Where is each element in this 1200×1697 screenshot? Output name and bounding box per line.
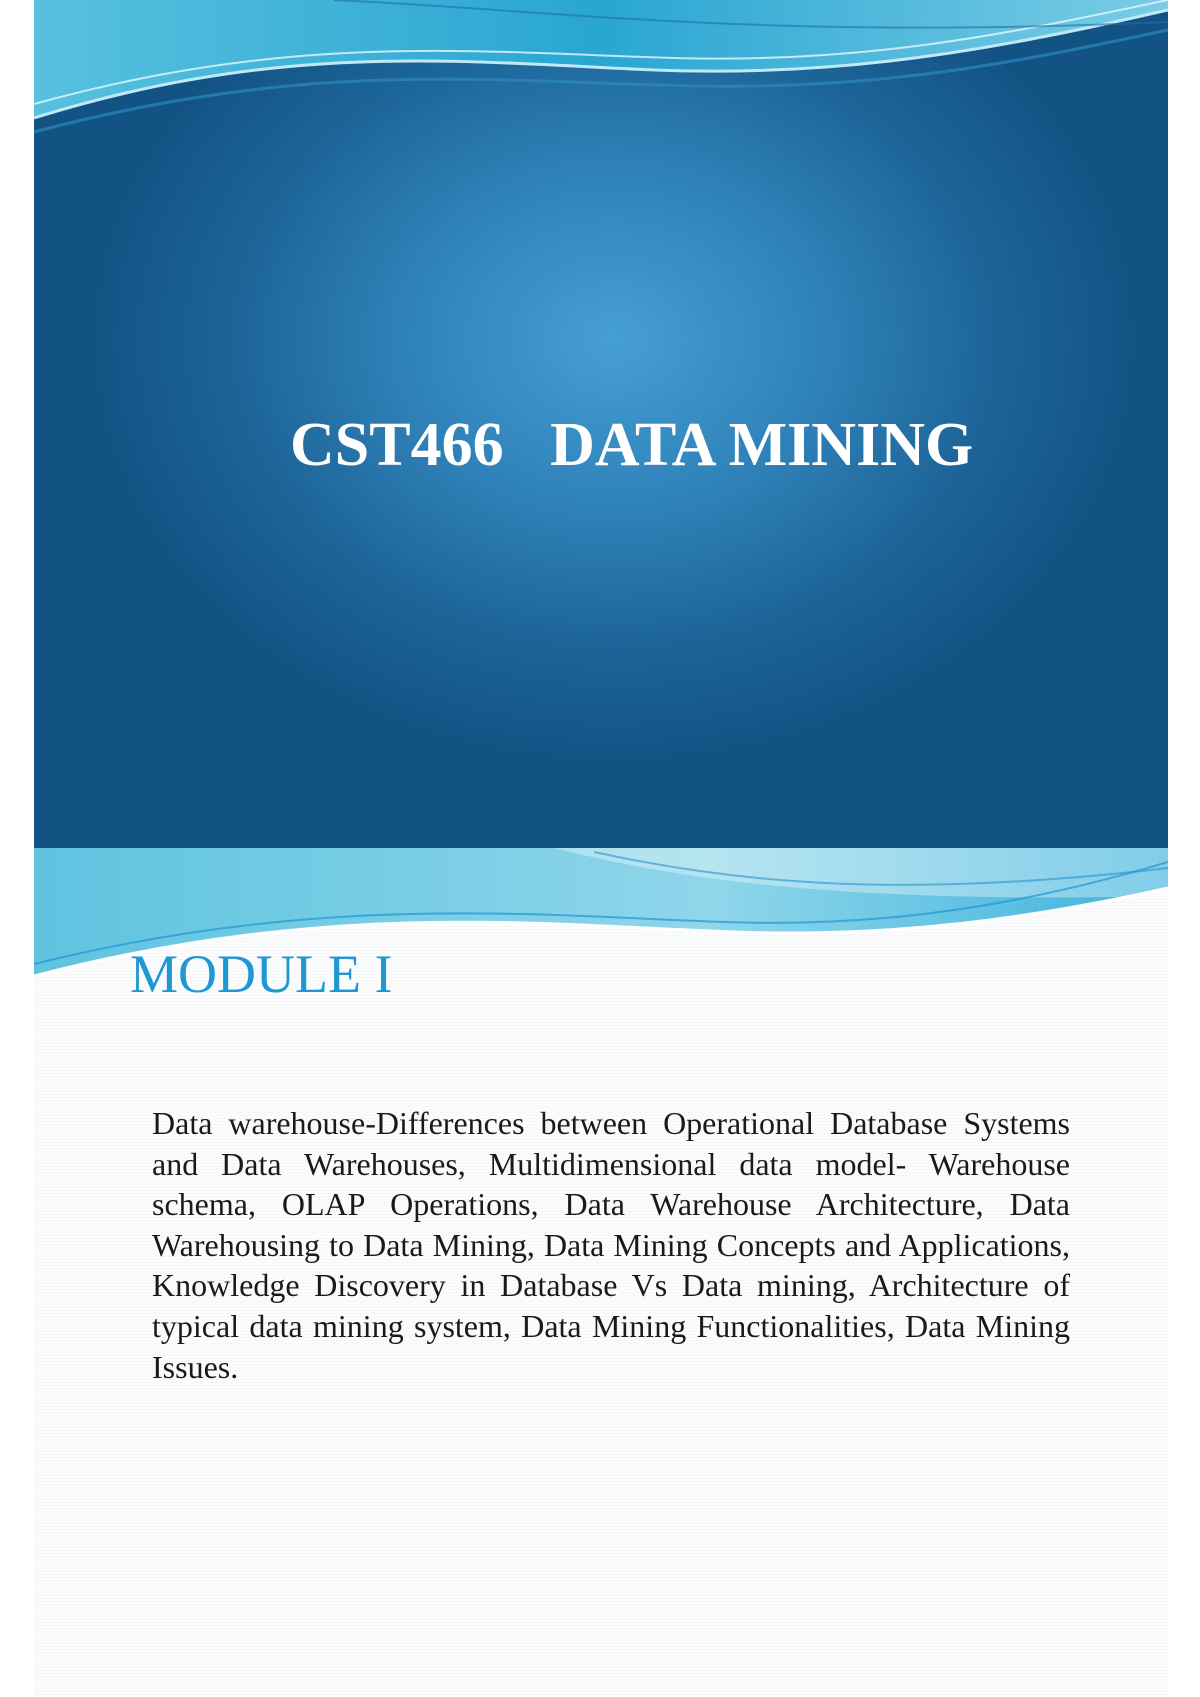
course-title: CST466 DATA MINING	[290, 411, 974, 479]
slide	[34, 0, 1168, 1697]
module-title: MODULE I	[130, 944, 393, 1004]
syllabus-text: Data warehouse-Differences between Operational Database Systems and Data Warehouses, Multidimensional data model- Warehouse schema, OLAP Operations, Data Warehouse Architecture, Data Warehousing to Data Mining, Data Mining Concepts and Applications, Knowledge Discovery in Database Vs Data mining, Architecture of typical data mining system, Data Mining Functionalities, Data Mining Issues.	[152, 1105, 1070, 1385]
